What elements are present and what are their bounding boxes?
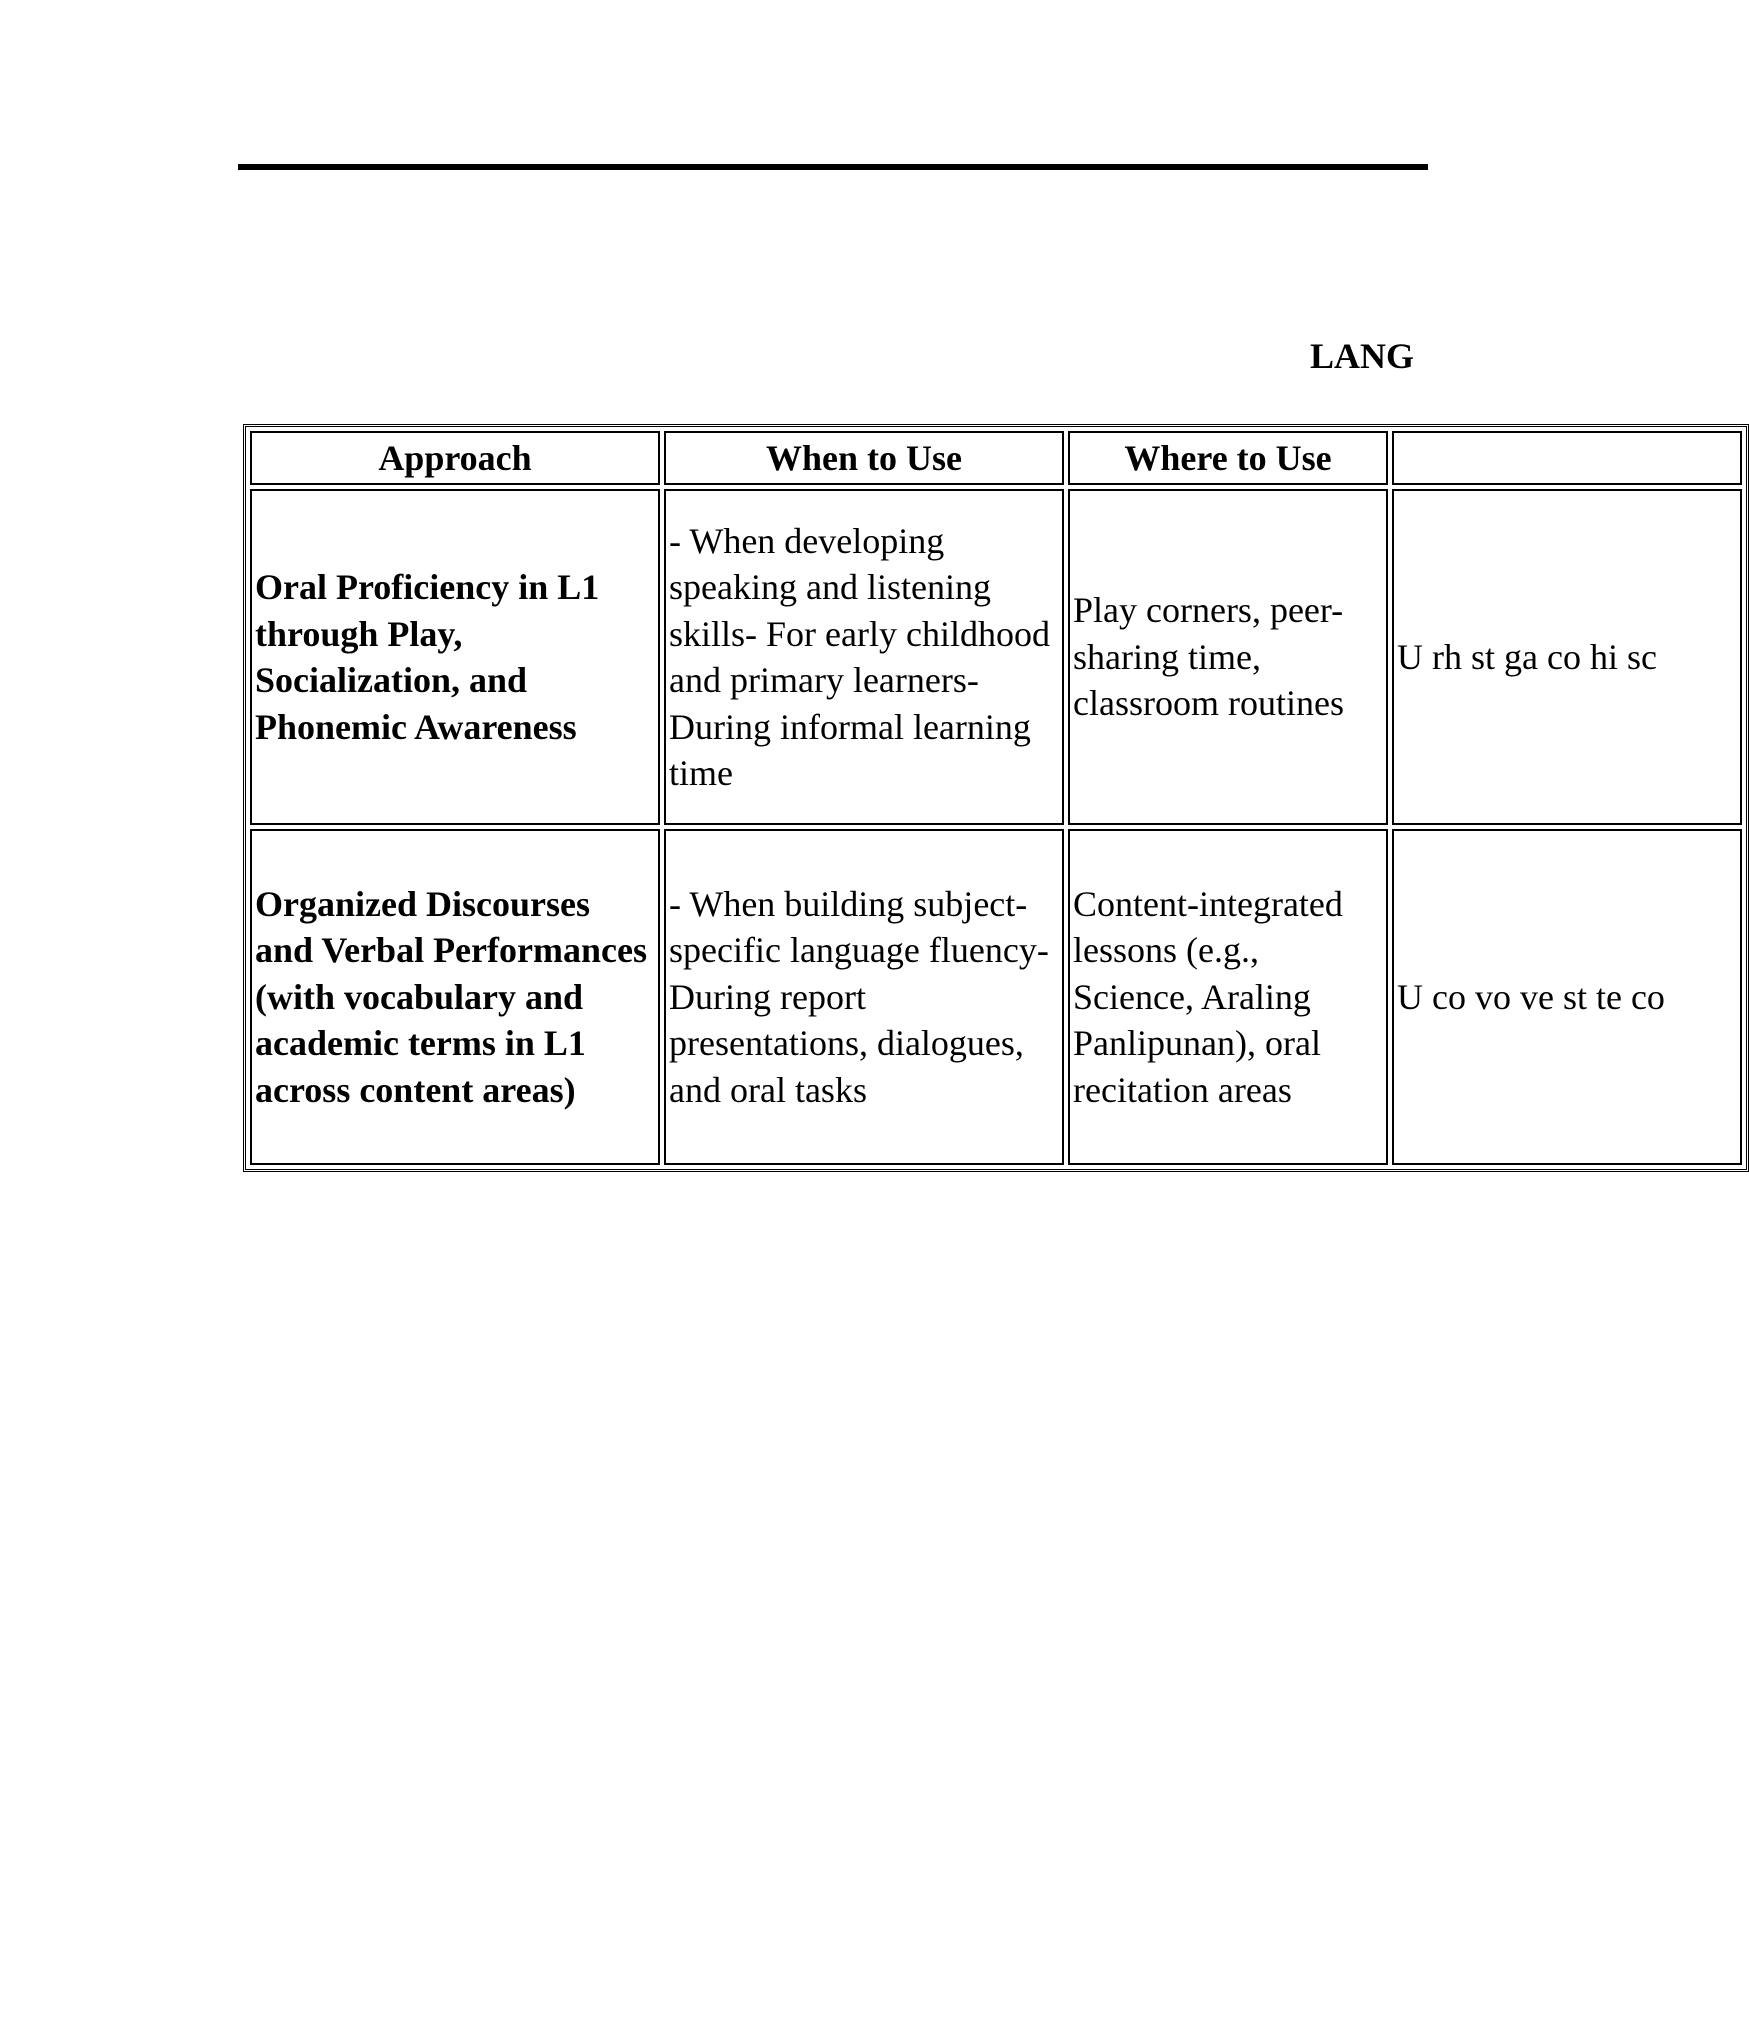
fourth-cell: U co vo ve st te co — [1392, 829, 1742, 1165]
table-row — [250, 829, 1742, 1165]
when-cell: - When building subject-specific language fluency- During report presentations, dialogues, and oral tasks — [664, 829, 1064, 1165]
when-cell: - When developing speaking and listening skills- For early childhood and primary learners- During informal learning time — [664, 489, 1064, 825]
where-cell: Content-integrated lessons (e.g., Science, Araling Panlipunan), oral recitation areas — [1068, 829, 1388, 1165]
approach-cell: Oral Proficiency in L1 through Play, Socialization, and Phonemic Awareness — [250, 489, 660, 825]
header-where-to-use: Where to Use — [1068, 431, 1388, 485]
table-header-row — [250, 431, 1742, 485]
fourth-cell: U rh st ga co hi sc — [1392, 489, 1742, 825]
header-fourth-column — [1392, 431, 1742, 485]
table-row — [250, 489, 1742, 825]
approaches-table — [243, 424, 1749, 1172]
table-container — [243, 424, 1665, 1174]
approach-cell: Organized Discourses and Verbal Performances (with vocabulary and academic terms in L1 across content areas) — [250, 829, 660, 1165]
header-approach: Approach — [250, 431, 660, 485]
where-cell: Play corners, peer-sharing time, classroom routines — [1068, 489, 1388, 825]
top-horizontal-rule — [238, 164, 1428, 170]
document-heading: LANG — [1310, 336, 1415, 376]
header-when-to-use: When to Use — [664, 431, 1064, 485]
